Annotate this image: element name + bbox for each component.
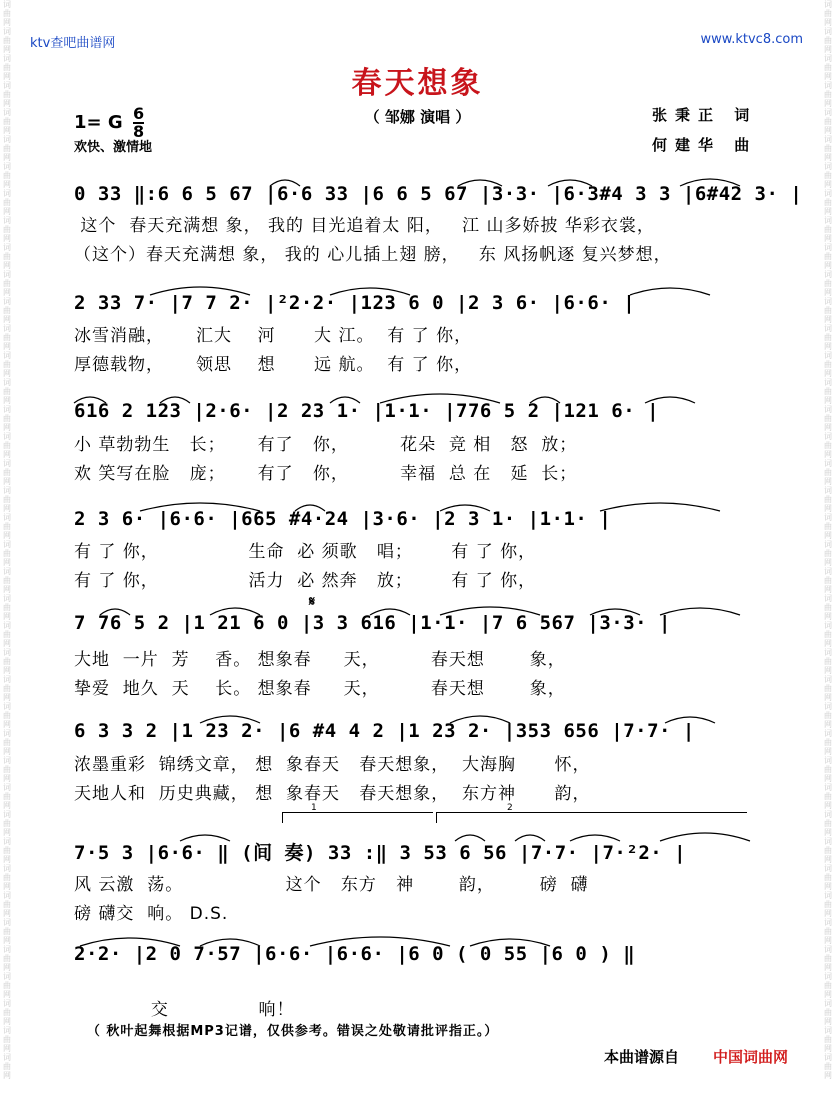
composer-credit: 何建华 曲 [652, 136, 758, 154]
lyric-row-3-verse-2: 欢 笑写在脸 庞； 有了 你， 幸福 总 在 延 长； [74, 464, 578, 484]
second-ending-number: 2 [507, 803, 513, 813]
lyric-row-6-verse-2: 天地人和 历史典藏， 想 象春天 春天想象， 东方神 韵， [74, 784, 591, 804]
tempo-marking: 欢快、激情地 [74, 140, 153, 155]
lyric-row-5-verse-1: 大地 一片 芳 香。 想象春 天， 春天想 象， [74, 650, 566, 670]
transcription-note: （ 秋叶起舞根据MP3记谱，仅供参考。错误之处敬请批评指正。） [86, 1024, 499, 1039]
lyric-row-8 [74, 975, 498, 1040]
source-label: 本曲谱源自 [604, 1048, 680, 1066]
site-name-left[interactable]: ktv查吧曲谱网 [30, 36, 116, 51]
notation-row-8: 2·2· |2 0 7·57 |6·6· |6·6· |6 0 ( 0 55 |6 0 ) ‖ [74, 943, 636, 965]
second-ending-bracket [436, 803, 747, 823]
site-url-right[interactable]: www.ktvc8.com [700, 32, 803, 47]
notation-row-2: 2 33 7· |7 7 2· |²2·2· |123 6 0 |2 3 6· |6·6· | [74, 292, 636, 314]
left-watermark-strip: 词曲网词曲网词曲网词曲网词曲网词曲网词曲网词曲网词曲网词曲网词曲网词曲网词曲网词曲网词曲网词曲网词曲网词曲网词曲网词曲网词曲网词曲网词曲网词曲网词曲网词曲网词曲网词曲网词曲网词曲网词曲网词曲网词曲网词曲网词曲网词曲网词曲网词曲网词曲网词曲网 [3, 0, 11, 1080]
lyricist-credit: 张秉正 词 [652, 106, 758, 124]
song-title: 春天想象 [351, 66, 484, 101]
lyric-row-3-verse-1: 小 草勃勃生 长； 有了 你， 花朵 竞 相 怒 放； [74, 435, 578, 455]
notation-row-3: 616 2 123 |2·6· |2 23 1· |1·1· |776 5 2 |121 6· | [74, 400, 660, 422]
time-numerator: 6 [132, 104, 145, 123]
source-site-link[interactable]: 中国词曲网 [713, 1048, 789, 1066]
first-ending-number: 1 [311, 803, 317, 813]
lyric-row-6-verse-1: 浓墨重彩 锦绣文章， 想 象春天 春天想象， 大海胸 怀， [74, 755, 591, 775]
lyric-row-4-verse-2: 有 了 你， 活力 必 然奔 放； 有 了 你， [74, 571, 537, 591]
lyric-row-1-verse-2: （这个）春天充满想 象， 我的 心儿插上翅 膀， 东 风扬帆逐 复兴梦想， [74, 245, 672, 265]
lyric-row-8-text: 交 响！ [86, 1000, 295, 1020]
time-denominator: 8 [132, 122, 145, 141]
segno-sign: 𝄋 [309, 594, 316, 610]
key-label: 1= G [74, 112, 123, 133]
lyric-row-2-verse-2: 厚德载物， 领思 想 远 航。 有 了 你， [74, 355, 473, 375]
first-ending-bracket [282, 803, 433, 823]
lyric-row-5-verse-2: 挚爱 地久 天 长。 想象春 天， 春天想 象， [74, 679, 566, 699]
singer-credit: （ 邹娜 演唱 ） [364, 108, 471, 126]
lyric-row-4-verse-1: 有 了 你， 生命 必 须歌 唱； 有 了 你， [74, 542, 537, 562]
lyric-row-2-verse-1: 冰雪消融， 汇大 河 大 江。 有 了 你， [74, 326, 473, 346]
notation-row-7: 7·5 3 |6·6· ‖ (间 奏) 33 :‖ 3 53 6 56 |7·7· |7·²2· | [74, 842, 687, 864]
lyric-row-7-verse-2: 磅 礴交 响。 D.S. [74, 904, 229, 924]
notation-row-4: 2 3 6· |6·6· |665 #4·24 |3·6· |2 3 1· |1·1· | [74, 508, 612, 530]
notation-row-5: 7 76 5 2 |1 21 6 0 |3 3 616 |1·1· |7 6 567 |3·3· | [74, 612, 671, 634]
notation-row-1: 0 33 ‖:6 6 5 67 |6·6 33 |6 6 5 67 |3·3· |6·3#4 3 3 |6#42 3· | [74, 183, 803, 205]
right-watermark-strip: 词曲网词曲网词曲网词曲网词曲网词曲网词曲网词曲网词曲网词曲网词曲网词曲网词曲网词曲网词曲网词曲网词曲网词曲网词曲网词曲网词曲网词曲网词曲网词曲网词曲网词曲网词曲网词曲网词曲网词曲网词曲网词曲网词曲网词曲网词曲网词曲网词曲网词曲网词曲网词曲网 [824, 0, 832, 1080]
notation-row-6: 6 3 3 2 |1 23 2· |6 #4 4 2 |1 23 2· |353 656 |7·7· | [74, 720, 695, 742]
lyric-row-1-verse-1: 这个 春天充满想 象， 我的 目光追着太 阳， 江 山多娇披 华彩衣裳， [74, 216, 655, 236]
lyric-row-7-verse-1: 风 云激 荡。 这个 东方 神 韵， 磅 礴 [74, 875, 589, 895]
